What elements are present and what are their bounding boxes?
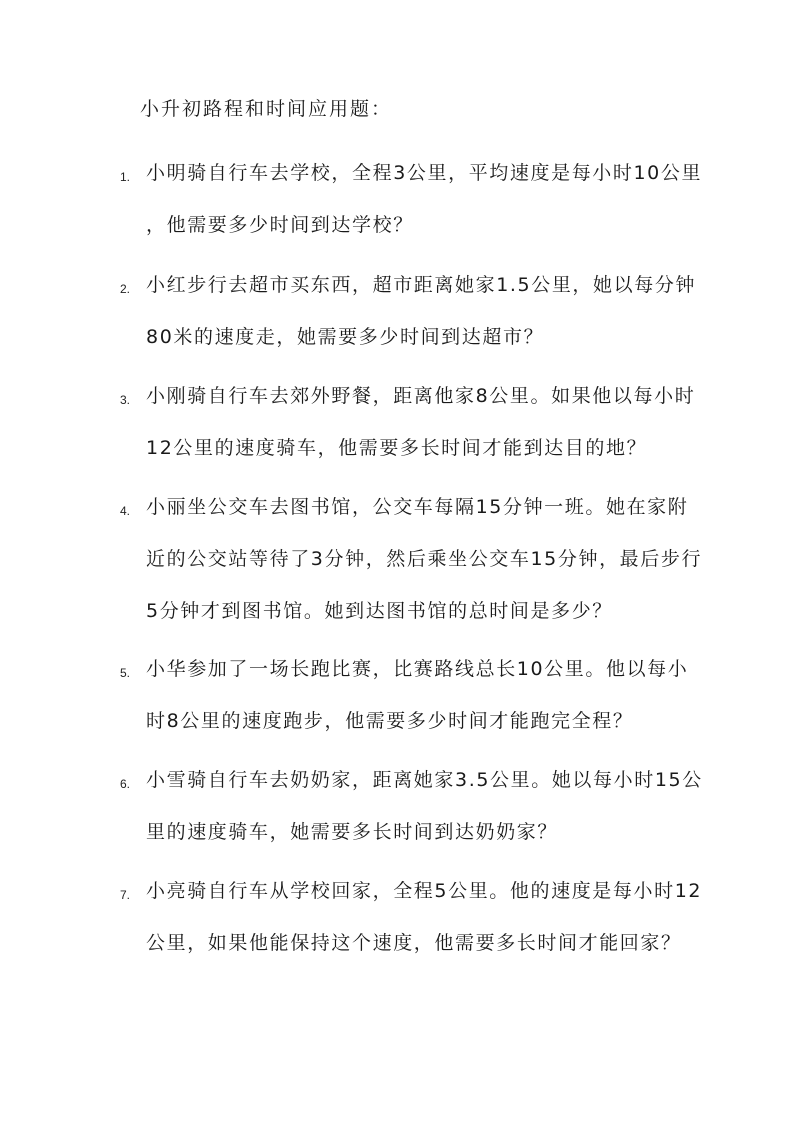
question-text-line: 80米的速度走，她需要多少时间到达超市？	[146, 326, 545, 348]
question-text-line: 里的速度骑车，她需要多长时间到达奶奶家？	[146, 821, 559, 843]
question-text-line: 小丽坐公交车去图书馆，公交车每隔15分钟一班。她在家附	[146, 496, 689, 518]
question-text-line: 公里，如果他能保持这个速度，他需要多长时间才能回家？	[146, 932, 682, 954]
question-number: 1.	[120, 170, 131, 184]
question-text-line: 12公里的速度骑车，他需要多长时间才能到达目的地？	[146, 437, 648, 459]
question-text-line: 小红步行去超市买东西，超市距离她家1.5公里，她以每分钟	[146, 274, 697, 296]
question-text-line: 近的公交站等待了3分钟，然后乘坐公交车15分钟，最后步行	[146, 548, 703, 570]
question-text-line: ，他需要多少时间到达学校？	[146, 214, 414, 236]
question-text-line: 小亮骑自行车从学校回家，全程5公里。他的速度是每小时12	[146, 880, 703, 902]
question-text-line: 小华参加了一场长跑比赛，比赛路线总长10公里。他以每小	[146, 658, 689, 680]
question-text-line: 小雪骑自行车去奶奶家，距离她家3.5公里。她以每小时15公	[146, 769, 703, 791]
question-text-line: 5分钟才到图书馆。她到达图书馆的总时间是多少？	[146, 600, 613, 622]
question-number: 4.	[120, 504, 131, 518]
question-number: 2.	[120, 282, 131, 296]
question-text-line: 小刚骑自行车去郊外野餐，距离他家8公里。如果他以每小时	[146, 385, 696, 407]
question-number: 7.	[120, 888, 131, 902]
question-text-line: 小明骑自行车去学校，全程3公里，平均速度是每小时10公里	[146, 162, 703, 184]
question-number: 5.	[120, 666, 131, 680]
question-number: 3.	[120, 393, 131, 407]
question-number: 6.	[120, 777, 131, 791]
page-title: 小升初路程和时间应用题：	[140, 98, 393, 120]
question-text-line: 时8公里的速度跑步，他需要多少时间才能跑完全程？	[146, 710, 634, 732]
